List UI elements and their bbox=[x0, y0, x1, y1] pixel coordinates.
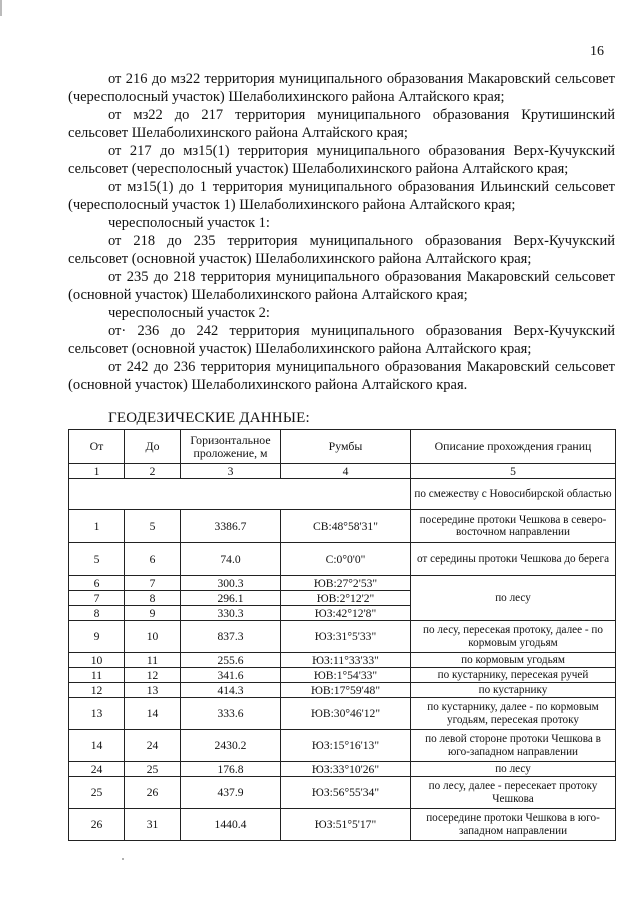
header-row bbox=[69, 430, 616, 464]
section-title: ГЕОДЕЗИЧЕСКИЕ ДАННЫЕ: bbox=[108, 410, 310, 426]
to-cell: 14 bbox=[125, 698, 181, 730]
from-cell: 24 bbox=[69, 762, 125, 777]
distance-cell: 1440.4 bbox=[181, 809, 281, 841]
intro-row bbox=[69, 479, 616, 510]
to-cell: 25 bbox=[125, 762, 181, 777]
to-cell: 6 bbox=[125, 543, 181, 576]
geodetic-table bbox=[68, 429, 616, 841]
rumb-cell: ЮЗ:56°55'34" bbox=[281, 777, 411, 809]
description-cell: по лесу, пересекая протоку, далее - по кормовым угодьям bbox=[411, 621, 616, 653]
table-row bbox=[69, 809, 616, 841]
to-cell: 10 bbox=[125, 621, 181, 653]
rumb-cell: ЮЗ:31°5'33" bbox=[281, 621, 411, 653]
distance-cell: 2430.2 bbox=[181, 730, 281, 762]
col-header-rumb: Румбы bbox=[281, 430, 411, 464]
distance-cell: 341.6 bbox=[181, 668, 281, 683]
description-cell: по кормовым угодьям bbox=[411, 653, 616, 668]
paragraph: от 217 до мз15(1) территория муниципального образования Верх-Кучукский сельсовет (чересполосный участок) Шелаболихинского района Алтайского края; bbox=[68, 143, 615, 177]
to-cell: 12 bbox=[125, 668, 181, 683]
numbering-row bbox=[69, 464, 616, 479]
to-cell: 9 bbox=[125, 606, 181, 621]
description-cell: по смежеству с Новосибирской областью bbox=[411, 479, 616, 510]
from-cell: 13 bbox=[69, 698, 125, 730]
rumb-cell: ЮЗ:42°12'8" bbox=[281, 606, 411, 621]
paragraph: от 218 до 235 территория муниципального образования Верх-Кучукский сельсовет (основной участок) Шелаболихинского района Алтайского края; bbox=[68, 233, 615, 267]
to-cell: 26 bbox=[125, 777, 181, 809]
rumb-cell: ЮВ:1°54'33" bbox=[281, 668, 411, 683]
paragraph: чересполосный участок 2: bbox=[108, 305, 270, 321]
distance-cell: 437.9 bbox=[181, 777, 281, 809]
rumb-cell: ЮВ:2°12'2" bbox=[281, 591, 411, 606]
paragraph: от 242 до 236 территория муниципального образования Макаровский сельсовет (основной участок) Шелаболихинского района Алтайского края. bbox=[68, 359, 615, 393]
rumb-cell: ЮЗ:15°16'13" bbox=[281, 730, 411, 762]
distance-cell: 300.3 bbox=[181, 576, 281, 591]
to-cell: 24 bbox=[125, 730, 181, 762]
body-text bbox=[68, 70, 615, 394]
description-cell: посередине протоки Чешкова в северо-восточном направлении bbox=[411, 510, 616, 543]
distance-cell: 414.3 bbox=[181, 683, 281, 698]
table-row bbox=[69, 698, 616, 730]
paragraph: от 235 до 218 территория муниципального образования Макаровский сельсовет (основной участок) Шелаболихинского района Алтайского края; bbox=[68, 269, 615, 303]
to-cell: 13 bbox=[125, 683, 181, 698]
table-row bbox=[69, 510, 616, 543]
col-header-from: От bbox=[69, 430, 125, 464]
from-cell: 6 bbox=[69, 576, 125, 591]
paragraph: чересполосный участок 1: bbox=[108, 215, 270, 231]
empty-cell bbox=[69, 479, 411, 510]
scan-edge-mark bbox=[0, 0, 2, 16]
from-cell: 10 bbox=[69, 653, 125, 668]
to-cell: 31 bbox=[125, 809, 181, 841]
scan-dot bbox=[122, 858, 124, 860]
distance-cell: 296.1 bbox=[181, 591, 281, 606]
distance-cell: 255.6 bbox=[181, 653, 281, 668]
col-header-distance: Горизонтальное проложение, м bbox=[181, 430, 281, 464]
paragraph: от мз15(1) до 1 территория муниципального образования Ильинский сельсовет (чересполосный участок 1) Шелаболихинского района Алтайского края; bbox=[68, 179, 615, 213]
description-cell: по лесу bbox=[411, 576, 616, 621]
to-cell: 7 bbox=[125, 576, 181, 591]
col-header-to: До bbox=[125, 430, 181, 464]
table-row bbox=[69, 762, 616, 777]
table-row bbox=[69, 730, 616, 762]
table-row bbox=[69, 777, 616, 809]
from-cell: 25 bbox=[69, 777, 125, 809]
rumb-cell: ЮЗ:33°10'26" bbox=[281, 762, 411, 777]
description-cell: по левой стороне протоки Чешкова в юго-западном направлении bbox=[411, 730, 616, 762]
from-cell: 26 bbox=[69, 809, 125, 841]
col-number: 4 bbox=[281, 464, 411, 479]
col-number: 1 bbox=[69, 464, 125, 479]
from-cell: 8 bbox=[69, 606, 125, 621]
rumb-cell: ЮВ:30°46'12" bbox=[281, 698, 411, 730]
col-header-description: Описание прохождения границ bbox=[411, 430, 616, 464]
col-number: 2 bbox=[125, 464, 181, 479]
rumb-cell: ЮЗ:51°5'17" bbox=[281, 809, 411, 841]
distance-cell: 74.0 bbox=[181, 543, 281, 576]
col-number: 5 bbox=[411, 464, 616, 479]
from-cell: 11 bbox=[69, 668, 125, 683]
distance-cell: 176.8 bbox=[181, 762, 281, 777]
description-cell: по кустарнику bbox=[411, 683, 616, 698]
table-row bbox=[69, 668, 616, 683]
description-cell: посередине протоки Чешкова в юго-западном направлении bbox=[411, 809, 616, 841]
table-row bbox=[69, 543, 616, 576]
to-cell: 8 bbox=[125, 591, 181, 606]
table-row bbox=[69, 683, 616, 698]
table-row bbox=[69, 653, 616, 668]
to-cell: 5 bbox=[125, 510, 181, 543]
col-number: 3 bbox=[181, 464, 281, 479]
rumb-cell: ЮВ:17°59'48" bbox=[281, 683, 411, 698]
distance-cell: 837.3 bbox=[181, 621, 281, 653]
from-cell: 14 bbox=[69, 730, 125, 762]
paragraph: от· 236 до 242 территория муниципального образования Верх-Кучукский сельсовет (основной участок) Шелаболихинского района Алтайского края; bbox=[68, 323, 615, 357]
rumb-cell: СВ:48°58'31" bbox=[281, 510, 411, 543]
from-cell: 12 bbox=[69, 683, 125, 698]
distance-cell: 3386.7 bbox=[181, 510, 281, 543]
rumb-cell: ЮВ:27°2'53" bbox=[281, 576, 411, 591]
description-cell: по кустарнику, пересекая ручей bbox=[411, 668, 616, 683]
from-cell: 1 bbox=[69, 510, 125, 543]
description-cell: по лесу bbox=[411, 762, 616, 777]
description-cell: по лесу, далее - пересекает протоку Чешкова bbox=[411, 777, 616, 809]
from-cell: 5 bbox=[69, 543, 125, 576]
distance-cell: 333.6 bbox=[181, 698, 281, 730]
rumb-cell: С:0°0'0" bbox=[281, 543, 411, 576]
table-row bbox=[69, 621, 616, 653]
from-cell: 9 bbox=[69, 621, 125, 653]
from-cell: 7 bbox=[69, 591, 125, 606]
distance-cell: 330.3 bbox=[181, 606, 281, 621]
description-cell: по кустарнику, далее - по кормовым угодьям, пересекая протоку bbox=[411, 698, 616, 730]
table-row bbox=[69, 576, 616, 591]
to-cell: 11 bbox=[125, 653, 181, 668]
page-number: 16 bbox=[590, 44, 604, 59]
description-cell: от середины протоки Чешкова до берега bbox=[411, 543, 616, 576]
rumb-cell: ЮЗ:11°33'33" bbox=[281, 653, 411, 668]
paragraph: от 216 до мз22 территория муниципального образования Макаровский сельсовет (чересполосный участок) Шелаболихинского района Алтайского края; bbox=[68, 71, 615, 105]
paragraph: от мз22 до 217 территория муниципального образования Крутишинский сельсовет Шелаболихинского района Алтайского края; bbox=[68, 107, 615, 141]
